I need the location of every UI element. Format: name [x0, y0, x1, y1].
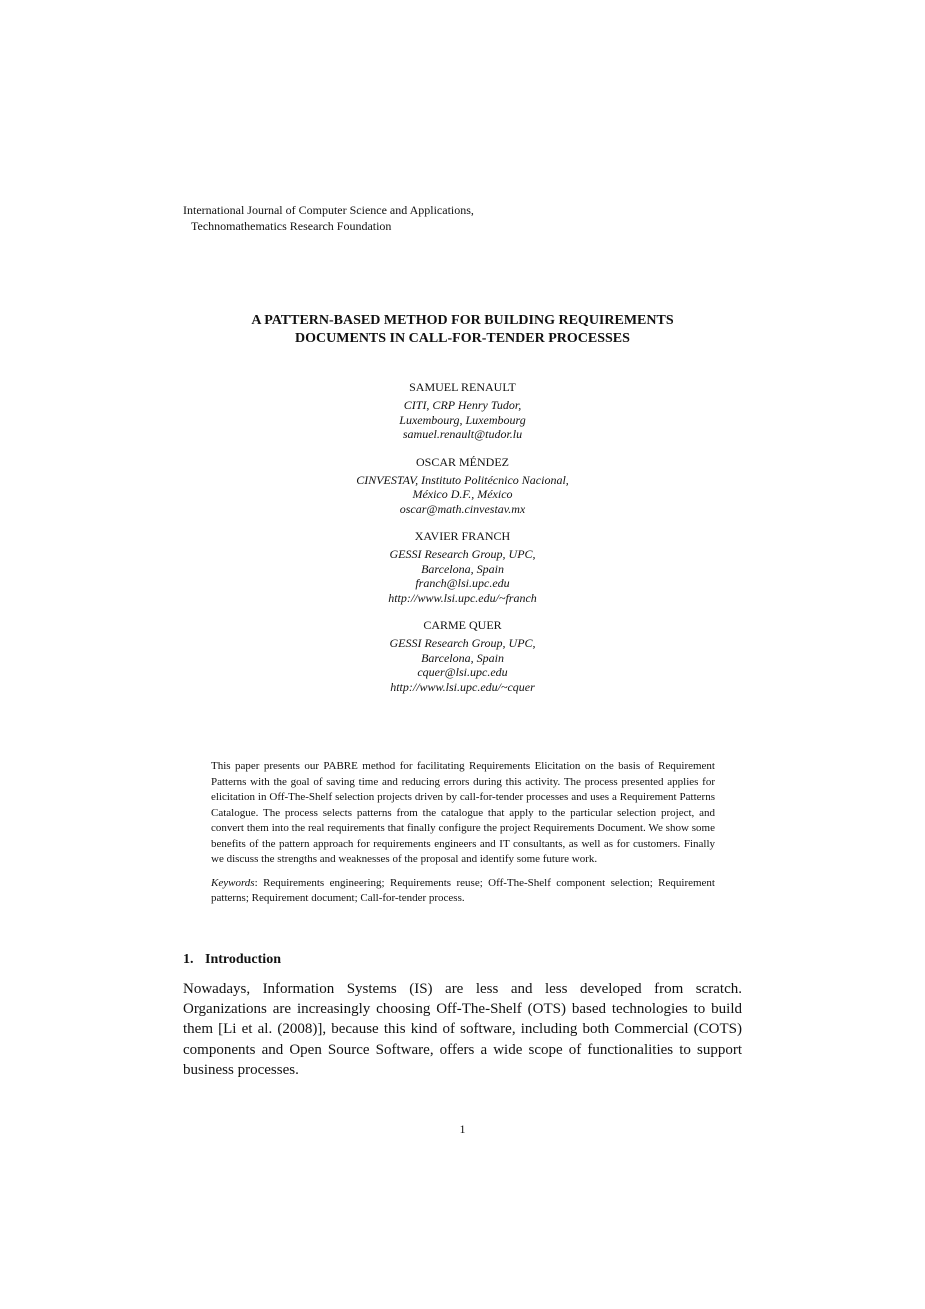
author-name: SAMUEL RENAULT [409, 380, 516, 394]
author-name: XAVIER FRANCH [414, 529, 511, 543]
author-block [0, 455, 925, 517]
author-email: samuel.renault@tudor.lu [402, 427, 523, 441]
author-list [0, 380, 925, 707]
author-homepage: http://www.lsi.upc.edu/~franch [388, 590, 537, 605]
author-location: Barcelona, Spain [421, 650, 504, 665]
keywords [211, 876, 715, 907]
abstract [211, 759, 715, 907]
body-paragraph: Nowadays, Information Systems (IS) are less and less developed from scratch. Organizations are increasingly choosing Off-The-Shelf (OTS) based technologies to build them [Li et al. (2008)], because this kind of software, including both Commercial (COTS) components and Open Source Software, offers a wide scope of functionalities to support business processes. [183, 981, 742, 1078]
journal-header [183, 202, 474, 234]
author-affiliation: GESSI Research Group, UPC, [389, 547, 536, 561]
author-name: CARME QUER [423, 618, 502, 632]
paper-title-line-2: DOCUMENTS IN CALL-FOR-TENDER PROCESSES [295, 331, 630, 346]
paper-title-line-1: A PATTERN-BASED METHOD FOR BUILDING REQUIREMENTS [251, 313, 674, 328]
journal-name: International Journal of Computer Science and Applications, [183, 203, 474, 217]
section-number: 1. [183, 952, 194, 967]
author-block [0, 529, 925, 605]
author-homepage: http://www.lsi.upc.edu/~cquer [390, 679, 535, 694]
abstract-text: This paper presents our PABRE method for facilitating Requirements Elicitation on the basis of Requirement Patterns with the goal of saving time and reducing errors during this activity. The process presented applies for elicitation in Off-The-Shelf selection projects driven by call-for-tender processes and uses a Requirement Patterns Catalogue. The process selects patterns from the catalogue that apply to the particular selection project, and convert them into the real requirements that finally configure the project Requirements Document. We show some benefits of the pattern approach for requirements engineers and IT consultants, as well as for customers. Finally we discuss the strengths and weaknesses of the proposal and identify some future work. [211, 760, 715, 865]
author-affiliation: CINVESTAV, Instituto Politécnico Nacional, [356, 472, 569, 487]
paper-title [0, 312, 925, 348]
keywords-label: Keywords [211, 876, 255, 889]
section-title: Introduction [205, 952, 281, 967]
author-location: México D.F., México [412, 487, 513, 501]
author-location: Luxembourg, Luxembourg [399, 412, 526, 427]
author-name: OSCAR MÉNDEZ [415, 454, 509, 469]
keywords-text: : Requirements engineering; Requirements reuse; Off-The-Shelf component selection; Requirement patterns; Requirement document; Call-for-tender process. [211, 876, 715, 904]
author-affiliation: GESSI Research Group, UPC, [389, 636, 536, 650]
author-block [0, 380, 925, 442]
author-email: cquer@lsi.upc.edu [417, 665, 508, 679]
author-email: oscar@math.cinvestav.mx [399, 501, 526, 516]
section-heading [183, 951, 281, 969]
page-number: 1 [459, 1122, 466, 1136]
author-location: Barcelona, Spain [421, 561, 504, 576]
author-block [0, 618, 925, 694]
author-email: franch@lsi.upc.edu [415, 576, 510, 590]
author-affiliation: CITI, CRP Henry Tudor, [403, 398, 522, 412]
journal-publisher: Technomathematics Research Foundation [191, 219, 392, 233]
